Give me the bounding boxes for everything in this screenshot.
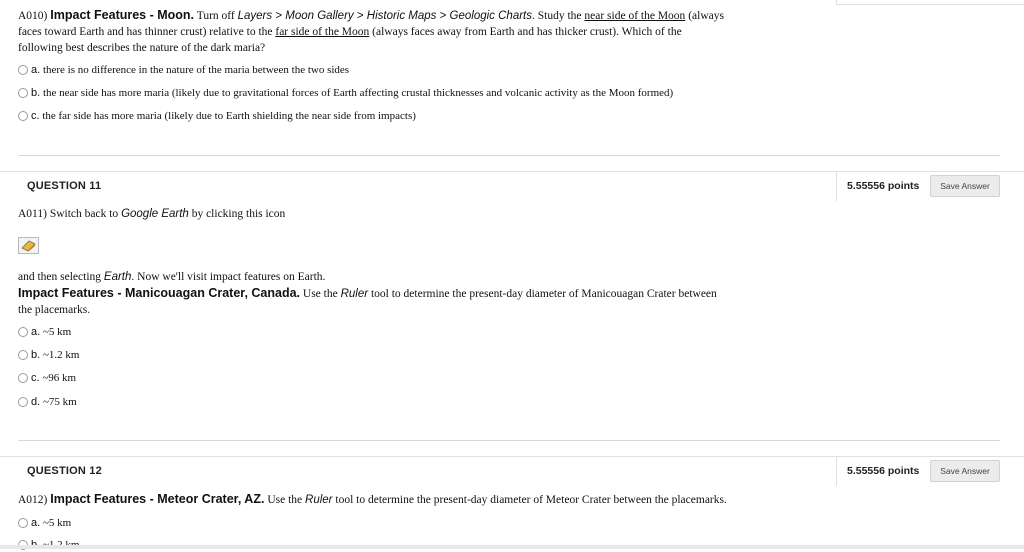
question-12-header	[0, 456, 836, 486]
divider	[18, 155, 1000, 156]
radio-button[interactable]	[18, 327, 28, 337]
text-span: faces toward Earth and has thinner crust) relative to the	[18, 26, 276, 38]
question-10-title: Impact Features - Moon.	[50, 8, 195, 22]
text-span: . Now we'll visit impact features on Earth.	[131, 271, 326, 283]
option-letter: a.	[31, 326, 41, 338]
question-10-prompt: following best describes the nature of the dark maria?	[18, 42, 266, 54]
question-12-label: QUESTION 12	[27, 465, 102, 477]
option-text: the far side has more maria (likely due to Earth shielding the near side from impacts)	[39, 110, 416, 122]
radio-button[interactable]	[18, 518, 28, 528]
horizontal-scrollbar[interactable]	[0, 545, 1024, 549]
nav-separator: >	[436, 10, 450, 22]
question-12-number: A012)	[18, 494, 51, 506]
text-span: A011) Switch back to	[18, 208, 122, 220]
q11-save-answer-button[interactable]: Save Answer	[930, 175, 1000, 197]
option-text: ~1.2 km	[40, 349, 80, 361]
q11-option-c[interactable]	[18, 371, 76, 385]
radio-button[interactable]	[18, 350, 28, 360]
nav-layers: Layers	[237, 10, 273, 22]
nav-moon-gallery: Moon Gallery	[285, 10, 354, 22]
option-letter: c.	[31, 372, 40, 384]
option-letter: b.	[31, 87, 41, 99]
q10-option-c[interactable]	[18, 109, 416, 123]
option-letter: c.	[31, 110, 40, 122]
radio-button[interactable]	[18, 65, 28, 75]
question-12-points: 5.55556 points	[847, 465, 920, 477]
radio-button[interactable]	[18, 111, 28, 121]
q11-option-b[interactable]	[18, 348, 79, 362]
question-11-prompt-end: the placemarks.	[18, 304, 91, 316]
option-letter: a.	[31, 517, 41, 529]
question-11-text	[18, 269, 818, 318]
q11-option-a[interactable]	[18, 325, 71, 339]
text-span: (always	[685, 10, 724, 22]
question-11-points: 5.55556 points	[847, 180, 920, 192]
question-10-text	[18, 7, 818, 56]
question-11-header	[0, 171, 836, 201]
nav-separator: >	[353, 10, 367, 22]
q12-save-answer-button[interactable]: Save Answer	[930, 460, 1000, 482]
question-10-number: A010)	[18, 10, 51, 22]
q10-option-b[interactable]	[18, 86, 673, 100]
divider	[18, 440, 1000, 441]
question-11-title: Impact Features - Manicouagan Crater, Canada.	[18, 286, 301, 300]
radio-button[interactable]	[18, 397, 28, 407]
q11-option-d[interactable]	[18, 395, 77, 409]
question-11-intro	[18, 206, 285, 222]
text-span: (always faces away from Earth and has thicker crust). Which of the	[369, 26, 682, 38]
question-12-points-panel	[836, 456, 1024, 486]
option-letter: a.	[31, 64, 41, 76]
question-11-label: QUESTION 11	[27, 180, 102, 192]
earth-text: Earth	[103, 271, 132, 283]
far-side-moon-link[interactable]: far side of the Moon	[275, 26, 370, 38]
nav-historic-maps: Historic Maps	[366, 10, 437, 22]
previous-question-frame	[836, 0, 1024, 5]
ruler-text: Ruler	[305, 494, 333, 506]
q10-option-a[interactable]	[18, 63, 349, 77]
q12-option-a[interactable]	[18, 516, 71, 530]
google-earth-icon[interactable]	[18, 237, 39, 254]
text-span: Use the	[264, 494, 306, 506]
ruler-text: Ruler	[340, 288, 369, 300]
text-span: and then selecting	[18, 271, 104, 283]
nav-separator: >	[272, 10, 286, 22]
option-text: the near side has more maria (likely due to gravitational forces of Earth affecting crustal thicknesses and volcanic activity as the Moon formed)	[40, 87, 674, 99]
text-span: tool to determine the present-day diameter of Manicouagan Crater between	[368, 288, 717, 300]
option-letter: b.	[31, 349, 41, 361]
option-letter: d.	[31, 396, 41, 408]
text-span: . Study the	[532, 10, 585, 22]
question-12-text	[18, 491, 818, 508]
radio-button[interactable]	[18, 373, 28, 383]
text-span: Use the	[300, 288, 341, 300]
text-span: Turn off	[194, 10, 238, 22]
text-span: tool to determine the present-day diameter of Meteor Crater between the placemarks.	[332, 494, 727, 506]
option-text: ~5 km	[40, 326, 72, 338]
question-11-points-panel	[836, 171, 1024, 201]
question-12-title: Impact Features - Meteor Crater, AZ.	[50, 492, 265, 506]
nav-geologic-charts: Geologic Charts	[449, 10, 532, 22]
google-earth-text: Google Earth	[121, 208, 189, 220]
option-text: there is no difference in the nature of the maria between the two sides	[40, 64, 350, 76]
option-text: ~75 km	[40, 396, 77, 408]
text-span: by clicking this icon	[188, 208, 286, 220]
radio-button[interactable]	[18, 88, 28, 98]
option-text: ~96 km	[39, 372, 77, 384]
option-text: ~5 km	[40, 517, 72, 529]
near-side-moon-link[interactable]: near side of the Moon	[584, 10, 686, 22]
